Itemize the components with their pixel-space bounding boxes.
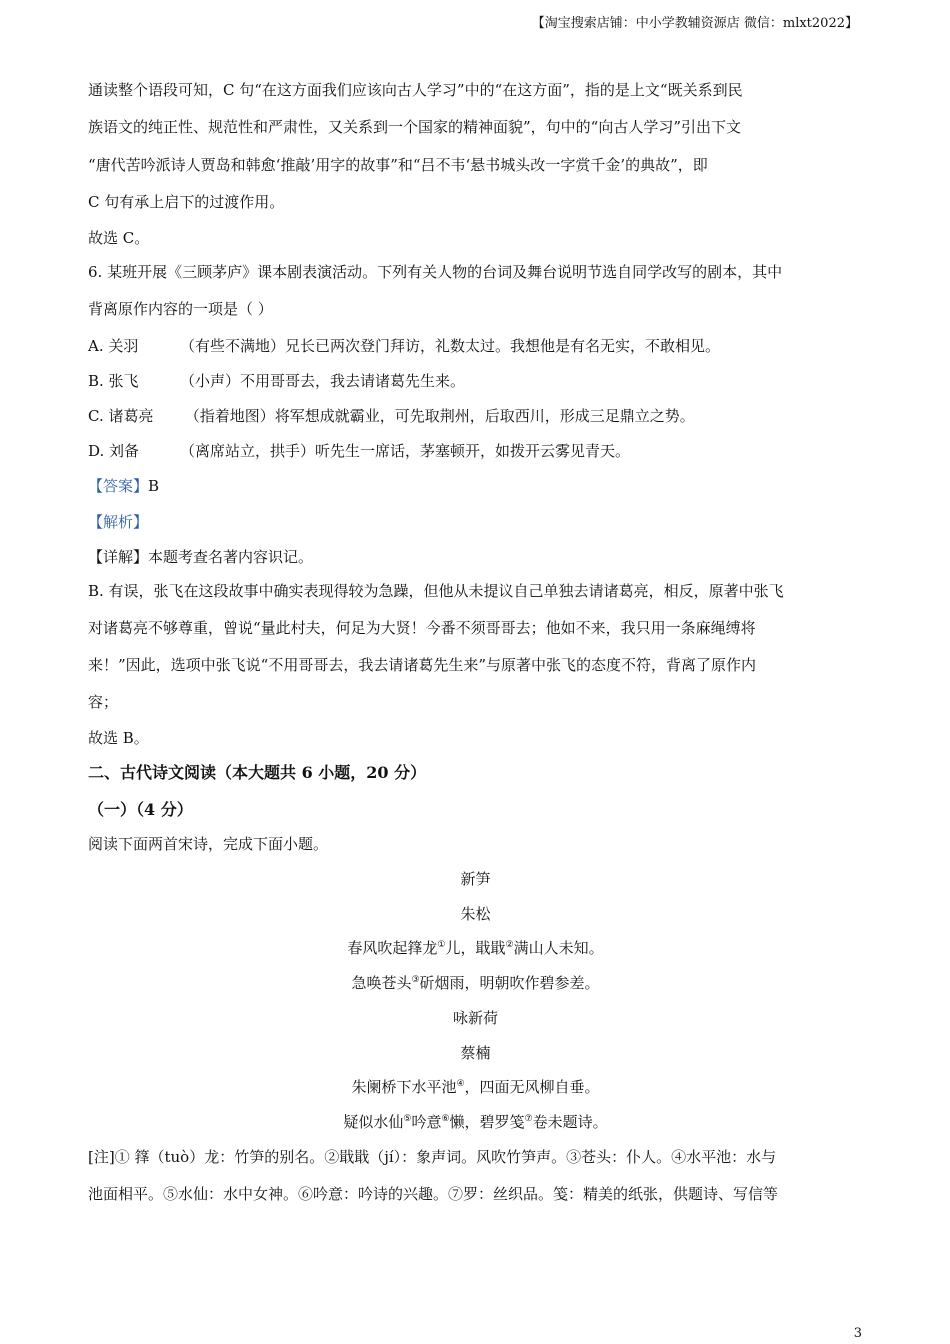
note-marker: ② [505, 940, 514, 950]
option-a [88, 336, 720, 357]
analysis-line: 通读整个语段可知，C 句“在这方面我们应该向古人学习”中的“在这方面”，指的是上文“既关系到民 [88, 81, 743, 99]
option-text: （有些不满地）兄长已两次登门拜访，礼数太过。我想他是有名无实，不敢相见。 [180, 337, 721, 355]
poem-text: 懒，碧罗笺 [449, 1113, 525, 1131]
subsection-title: （一）（4 分） [88, 800, 193, 819]
option-text: （离席站立，拱手）听先生一席话，茅塞顿开，如拨开云雾见青天。 [180, 442, 631, 460]
option-d [88, 441, 630, 462]
option-role: D. 刘备 [88, 442, 140, 460]
poem-text: 满山人未知。 [513, 939, 604, 957]
option-text: （指着地图）将军想成就霸业，可先取荆州，后取西川，形成三足鼎立之势。 [180, 407, 695, 425]
option-role: B. 张飞 [88, 372, 139, 390]
explain-line: 对诸葛亮不够尊重，曾说“量此村夫，何足为大贤！今番不须哥哥去；他如不来，我只用一条麻绳缚将 [88, 619, 756, 637]
poem-text: 卷未题诗。 [532, 1113, 608, 1131]
poem-text: 吟意 [411, 1113, 442, 1131]
note-marker: ④ [456, 1079, 465, 1089]
note-marker: ⑤ [403, 1114, 412, 1124]
explain-line: 来！”因此，选项中张飞说“不用哥哥去，我去请诸葛先生来”与原著中张飞的态度不符，背离了原作内 [88, 656, 757, 674]
notes-line: 池面相平。⑤水仙：水中女神。⑥吟意：吟诗的兴趣。⑦罗：丝织品。笺：精美的纸张，供题诗、写信等 [88, 1185, 779, 1203]
poem-text: 斫烟雨，明朝吹作碧参差。 [419, 974, 600, 992]
option-text: （小声）不用哥哥去，我去请诸葛先生来。 [180, 372, 466, 390]
poem-author: 蔡楠 [460, 1044, 491, 1062]
option-b [88, 371, 465, 392]
answer-choice: 故选 B。 [88, 729, 149, 747]
page-header: 【淘宝搜索店铺：中小学教辅资源店 微信：mlxt2022】 [531, 16, 858, 31]
explain-line: B. 有误，张飞在这段故事中确实表现得较为急躁，但他从未提议自己单独去请诸葛亮，相反，原著中张飞 [88, 582, 784, 600]
answer-value: B [148, 477, 160, 495]
poem-title: 新笋 [460, 870, 491, 888]
poem-text: 朱阑桥下水平池 [351, 1078, 457, 1096]
analysis-line: C 句有承上启下的过渡作用。 [88, 193, 285, 211]
option-role: A. 关羽 [88, 337, 139, 355]
section-title: 二、古代诗文阅读（本大题共 6 小题，20 分） [88, 763, 427, 782]
poem-text: 急唤苍头 [351, 974, 412, 992]
option-c [88, 406, 695, 427]
note-marker: ⑥ [441, 1114, 450, 1124]
page-number: 3 [853, 1326, 862, 1341]
poem-line [88, 973, 863, 994]
question-stem: 6. 某班开展《三顾茅庐》课本剧表演活动。下列有关人物的台词及舞台说明节选自同学改写的剧本，其中 [88, 263, 783, 281]
reading-intro: 阅读下面两首宋诗，完成下面小题。 [88, 835, 329, 853]
answer-tag: 【答案】 [88, 477, 149, 495]
poem-line [88, 1077, 863, 1098]
poem-text: ，四面无风柳自垂。 [464, 1078, 600, 1096]
answer-choice: 故选 C。 [88, 229, 150, 247]
option-role: C. 诸葛亮 [88, 407, 154, 425]
poem-line [88, 938, 863, 959]
explain-line: 容； [88, 693, 119, 711]
question-stem: 背离原作内容的一项是（ ） [88, 300, 273, 318]
detail-line: 【详解】本题考查名著内容识记。 [88, 548, 314, 566]
note-marker: ⑦ [524, 1114, 533, 1124]
poem-text: 春风吹起箨龙 [347, 939, 438, 957]
notes-line: [注]① 箨（tuò）龙：竹笋的别名。②戢戢（jí）：象声词。风吹竹笋声。③苍头：仆人。④水平池：水与 [88, 1148, 777, 1166]
analysis-line: 族语文的纯正性、规范性和严肃性，又关系到一个国家的精神面貌”，句中的“向古人学习”引出下文 [88, 118, 742, 136]
poem-line [88, 1112, 863, 1133]
analysis-tag: 【解析】 [88, 513, 149, 531]
poem-author: 朱松 [460, 905, 491, 923]
poem-title: 咏新荷 [452, 1009, 498, 1027]
note-marker: ③ [411, 975, 420, 985]
answer-row [88, 476, 159, 497]
note-marker: ① [437, 940, 446, 950]
poem-text: 儿，戢戢 [445, 939, 506, 957]
analysis-line: “唐代苦吟派诗人贾岛和韩愈‘推敲’用字的故事”和“吕不韦‘悬书城头改一字赏千金’的典故”，即 [88, 156, 708, 174]
poem-text: 疑似水仙 [343, 1113, 404, 1131]
